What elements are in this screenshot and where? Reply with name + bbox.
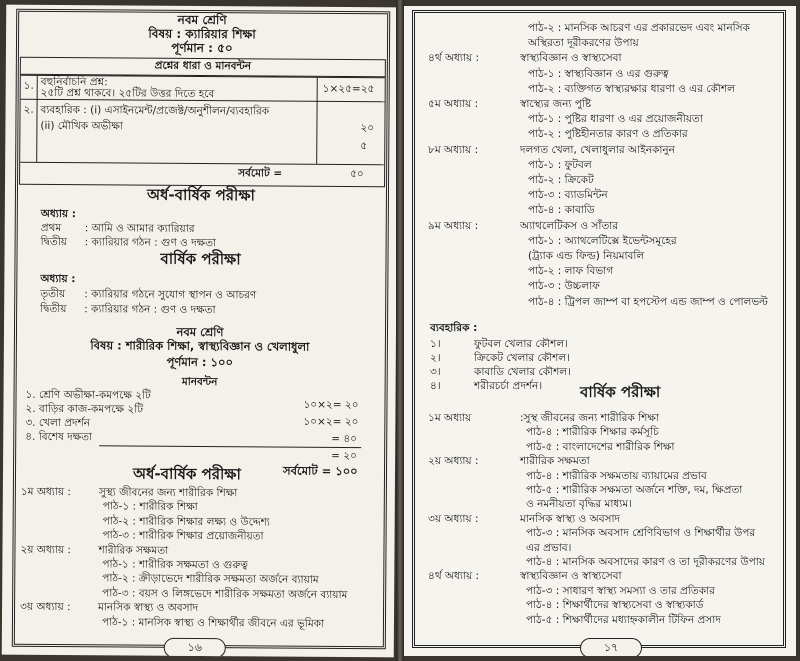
subject-title: বিষয় : ক্যারিয়ার শিক্ষা xyxy=(148,26,256,42)
list-item: পাঠ-২ : ব্যক্তিগত স্বাস্থ্যরক্ষার ধারণা ও এর কৌশল xyxy=(528,82,735,95)
row-marks: ৫ xyxy=(360,140,368,153)
list-item: পাঠ-১ : শারীরিক সক্ষমতা ও গুরুত্ব xyxy=(102,558,248,572)
table-col-divider xyxy=(316,78,318,164)
chapter-value: : আমি ও আমার ক্যারিয়ার xyxy=(84,222,195,235)
chapter-value: : ক্যারিয়ার গঠন : গুণ ও দক্ষতা xyxy=(84,303,216,317)
chapter-label: ৪র্থ অধ্যায় : xyxy=(428,52,480,65)
right-page xyxy=(404,6,796,656)
list-item: (ট্র্যাক এন্ড ফিল্ড) নিয়মাবলি xyxy=(528,250,645,262)
list-item: সুস্থ্য জীবনের জন্য শারীরিক শিক্ষা xyxy=(98,486,238,500)
list-item: পাঠ-৩ : শারীরিক শিক্ষার প্রয়োজনীয়তা xyxy=(102,529,264,543)
chapter-value: : ক্যারিয়ার গঠনে সুযোগ স্থাপন ও আচরণ xyxy=(84,288,257,302)
list-item: স্বাস্থ্যবিজ্ঞান ও স্বাস্থ্যসেবা xyxy=(520,570,622,583)
list-item: পাঠ-২ : পুষ্টিহীনতার কারণ ও প্রতিকার xyxy=(528,128,688,141)
row-text: ব্যবহারিক : (i) এসাইনমেন্ট/প্রজেক্ট/অনুশীলন/ব্যবহারিক xyxy=(40,103,270,118)
list-item: পাঠ-৩ : মানসিক অবসাদ শ্রেণিবিভাগ ও শিক্ষার্থীর উপর xyxy=(526,527,756,540)
practical-item: ফুটবল খেলার কৌশল। xyxy=(474,338,568,350)
dist-row-text: ৩. খেলা প্রদর্শন xyxy=(25,416,91,430)
list-item: মানসিক স্বাস্থ্য ও অবসাদ xyxy=(520,512,621,525)
list-item: মানসিক স্বাস্থ্য ও অবসাদ xyxy=(98,601,199,615)
row-text: বহুনির্বাচনি প্রশ্ন: xyxy=(40,75,108,89)
annual-title: বার্ষিক পরীক্ষা xyxy=(580,383,661,401)
chapter-key: দ্বিতীয় xyxy=(40,235,67,249)
practical-item: কাবাডি খেলার কৌশল। xyxy=(474,366,571,378)
list-item: স্বাস্থ্যের জন্য পুষ্টি xyxy=(520,98,592,110)
full-marks: পূর্ণমান : ৫০ xyxy=(171,40,233,56)
list-item: অ্যাথলেটিকস ও সাঁতার xyxy=(520,219,619,232)
list-item: শারীরিক সক্ষমতা xyxy=(520,455,590,468)
list-item: স্বাস্থ্যবিজ্ঞান ও স্বাস্থ্যসেবা xyxy=(520,52,622,65)
table-col-divider xyxy=(36,76,38,162)
list-item: পাঠ-৩ : উচ্চলাফ xyxy=(528,280,600,293)
list-item: পাঠ-১ : অ্যাথলেটিক্সে ইভেন্টসমূহের xyxy=(528,234,677,247)
dist-row-value: = ২০ xyxy=(331,449,357,463)
total-label: সর্বমোট = xyxy=(238,167,283,180)
list-item: পাঠ-৫ : বাংলাদেশের শারীরিক শিক্ষা xyxy=(526,440,675,453)
chapter-label: ৫ম অধ্যায় : xyxy=(428,98,479,110)
list-item: পাঠ-৪ : শারীরিক সক্ষমতায় ব্যায়ামের প্রভাব xyxy=(526,469,707,482)
list-item: এর প্রভাব। xyxy=(526,541,572,554)
dist-row-text: ২. বাড়ির কাজ-কমপক্ষে ২টি xyxy=(25,402,143,416)
chapter-label: অধ্যায় : xyxy=(40,207,76,221)
practical-item: ক্রিকেট খেলার কৌশল। xyxy=(474,352,570,364)
full-marks-2: পূর্ণমান : ১০০ xyxy=(166,354,234,370)
list-item: শারীরিক সক্ষমতা xyxy=(98,543,169,557)
chapter-label: ৪র্থ অধ্যায় : xyxy=(428,570,480,583)
class-title-2: নবম শ্রেণি xyxy=(176,324,224,340)
list-item: পাঠ-৩ : সাধারণ স্বাস্থ্য সমস্যা ও তার প্রতিকার xyxy=(526,584,715,597)
book-gutter xyxy=(396,0,404,661)
chapter-label: ২য় অধ্যায় : xyxy=(20,543,71,556)
row-subtext: ২৫টি প্রশ্ন থাকবে। ২৫টির উত্তর দিতে হবে xyxy=(40,86,215,101)
practical-num: ১। xyxy=(430,338,441,350)
list-item: পাঠ-১ : পুষ্টির ধারণা ও এর প্রয়োজনীয়তা xyxy=(528,113,703,126)
list-item: পাঠ-১ : শারীরিক শিক্ষা xyxy=(102,500,198,514)
table-row-divider xyxy=(20,162,384,166)
chapter-label: ৩য় অধ্যায় : xyxy=(20,600,71,614)
list-item: পাঠ-৩ : বয়স ও লিঙ্গভেদে শারীরিক সক্ষমতা অর্জনে ব্যায়াম xyxy=(102,587,348,601)
chapter-key: দ্বিতীয় xyxy=(40,302,67,316)
dist-row-text: ১. শ্রেণি অভীক্ষা-কমপক্ষে ২টি xyxy=(25,388,151,402)
list-item: :সুস্থ জীবনের জন্য শারীরিক শিক্ষা xyxy=(520,412,659,424)
chapter-label: ২য় অধ্যায় : xyxy=(428,455,479,468)
chapter-label: ১ম অধ্যায় : xyxy=(20,485,72,499)
chapter-key: প্রথম xyxy=(40,221,62,235)
annual-title: বার্ষিক পরীক্ষা xyxy=(160,249,241,269)
row-num: ২. xyxy=(23,103,34,116)
marks-dist-heading: মানবন্টন xyxy=(181,375,218,389)
chapter-value: : ক্যারিয়ার গঠন : গুণ ও দক্ষতা xyxy=(84,236,217,250)
practical-label: ব্যবহারিক : xyxy=(430,322,478,334)
dist-row-value: ১০×২= ২০ xyxy=(303,398,359,412)
practical-item: শরীরচর্চা প্রদর্শন। xyxy=(474,380,543,392)
list-item: ও নমনীয়তা বৃদ্ধির মাধ্যম। xyxy=(526,498,632,511)
chapter-label: ৯ম অধ্যায় : xyxy=(428,219,479,232)
half-yearly-title-2: অর্ধ-বার্ষিক পরীক্ষা xyxy=(132,464,241,484)
chapter-label: ৮ম অধ্যায় : xyxy=(428,143,479,156)
list-item: পাঠ-৫ : শিক্ষার্থীদের মধ্যাহ্নকালীন টিফিন প্রসাদ xyxy=(526,613,721,626)
list-item: পাঠ-১ : ফুটবল xyxy=(528,158,592,171)
list-item: পাঠ-১ : মানসিক স্বাস্থ্য ও শিক্ষার্থীর জীবনে এর ভূমিকা xyxy=(101,615,325,630)
list-item: পাঠ-৪ : ট্রিপল জাম্প বা হপস্টেপ এন্ড জাম্প ও পোলভল্ট xyxy=(528,295,768,308)
list-item: দলগত খেলা, খেলাধুলার আইনকানুন xyxy=(520,143,675,156)
list-item: পাঠ-২ : ক্রিকেট xyxy=(528,174,594,186)
total-2: সর্বমোট = ১০০ xyxy=(282,463,358,479)
list-item: পাঠ-৪ : কাবাডি xyxy=(528,204,595,217)
page-number: ১৭ xyxy=(580,638,642,656)
total-value: ৫০ xyxy=(350,168,364,181)
list-item: পাঠ-৪ : শিক্ষার্থীদের স্বাস্থ্যসেবা ও স্বাস্থ্যকার্ড xyxy=(526,599,704,612)
row-subtext: (ii) মৌখিক অভীক্ষা xyxy=(40,119,123,133)
list-item: পাঠ-১ : স্বাস্থ্যবিজ্ঞান ও এর গুরুত্ব xyxy=(528,67,669,80)
row-num: ১. xyxy=(23,79,34,92)
practical-num: ৩। xyxy=(430,366,441,378)
half-yearly-title: অর্ধ-বার্ষিক পরীক্ষা xyxy=(146,185,255,205)
chapter-label: অধ্যায় : xyxy=(40,272,76,286)
chapter-key: তৃতীয় xyxy=(40,287,66,301)
list-item: পাঠ-৫ : শারীরিক সক্ষমতা অর্জনে শক্তি, দম, ক্ষিপ্রতা xyxy=(526,484,743,496)
chapter-label: ১ম অধ্যায় xyxy=(428,412,472,424)
list-item: পাঠ-২ : লাফ বিভাগ xyxy=(528,265,614,278)
marks-table xyxy=(19,75,386,188)
practical-num: ২। xyxy=(430,352,441,364)
row-marks: ১×২৫=২৫ xyxy=(322,82,375,96)
list-item: পাঠ-২ : ক্রীড়াভেদে শারীরিক সক্ষমতা অর্জনে ব্যায়াম xyxy=(102,572,319,587)
list-item: পাঠ-৪ : মানসিক অবসাদের কারণ ও তা দূরীকরণের উপায় xyxy=(526,556,765,568)
practical-num: ৪। xyxy=(430,380,441,392)
dist-row-value: = ৪০ xyxy=(331,432,358,446)
list-item: পাঠ-৪ : শারীরিক শিক্ষার কর্মসূচি xyxy=(526,426,659,439)
list-item: পাঠ-২ : মানসিক আচরণ এর প্রকারভেদ এবং মানসিক xyxy=(528,22,750,34)
dist-row-value: ১০×২= ২০ xyxy=(303,415,359,429)
page-number: ১৬ xyxy=(164,638,226,658)
chapter-label: ৩য় অধ্যায় : xyxy=(428,512,479,525)
list-item: পাঠ-৩ : ব্যাডমিন্টন xyxy=(528,189,608,202)
dist-row-text: ৪. বিশেষ দক্ষতা xyxy=(25,430,93,444)
list-item: পাঠ-২ : শারীরিক শিক্ষার লক্ষ্য ও উদ্দেশ্য xyxy=(102,515,270,529)
left-page xyxy=(2,5,399,658)
list-item: অস্থিরতা দূরীকরণের উপায় xyxy=(528,37,639,50)
row-marks: ২০ xyxy=(360,122,375,135)
class-title: নবম শ্রেণি xyxy=(177,12,227,28)
subject-title-2: বিষয় : শারীরিক শিক্ষা, স্বাস্থ্যবিজ্ঞান ও খেলাধুলা xyxy=(90,338,310,354)
section-heading: প্রশ্নের ধারা ও মানবন্টন xyxy=(154,59,252,73)
